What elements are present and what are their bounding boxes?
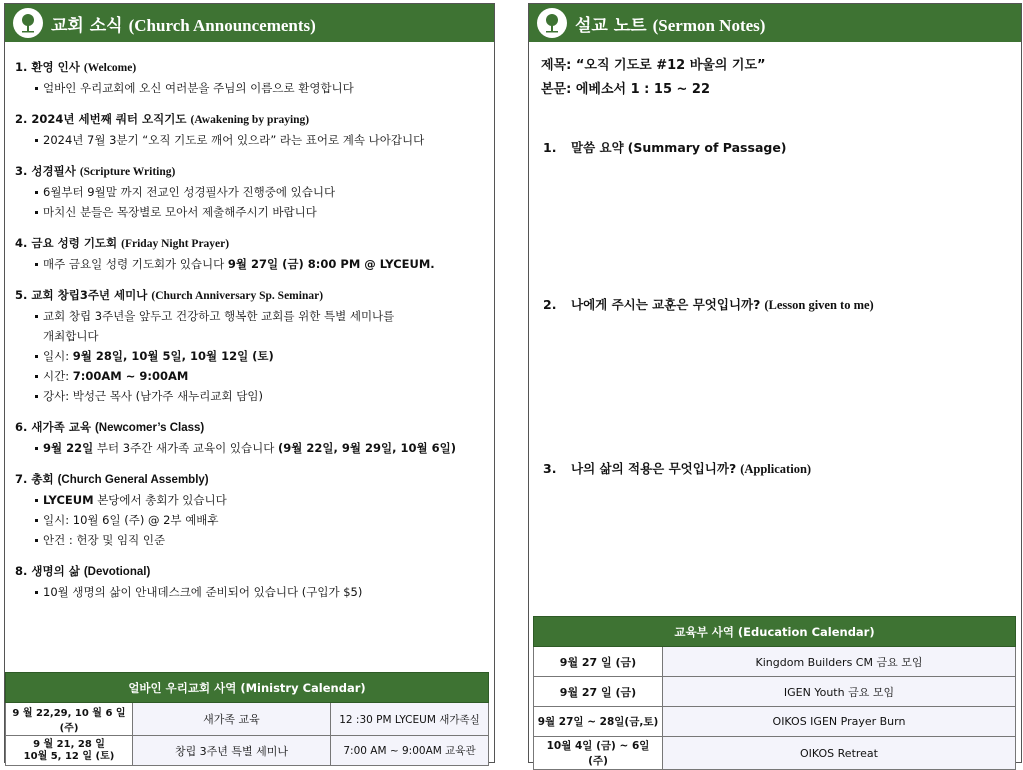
bullet-label: 일시:: [43, 349, 73, 363]
calendar-event: IGEN Youth 금요 모임: [663, 677, 1016, 707]
calendar-date: 10월 4일 (금) ~ 6일 (주): [534, 737, 663, 770]
section-title: 7. 총회: [15, 472, 54, 486]
bullet-bold: 9월 28일, 10월 5일, 10월 12일 (토): [72, 349, 274, 363]
bullet: [35, 366, 485, 386]
question-summary: [543, 138, 787, 156]
question-number: 2.: [543, 297, 557, 312]
section-title-en: (Friday Night Prayer): [121, 238, 230, 250]
calendar-date-line: 9 월 21, 28 일: [33, 738, 105, 750]
section-title-en: (Newcomer’s Class): [94, 422, 205, 434]
calendar-event: Kingdom Builders CM 금요 모임: [663, 647, 1016, 677]
section-title-en: (Scripture Writing): [79, 166, 176, 178]
question-lesson: [543, 295, 874, 313]
table-row: [6, 736, 489, 766]
announcements-header: [5, 4, 494, 42]
calendar-date: 9월 27일 ~ 28일(금,토): [534, 707, 663, 737]
church-tree-logo-icon: [537, 8, 567, 38]
table-row: [534, 737, 1016, 770]
section-title: 2. 2024년 세번째 쿼터 오직기도: [15, 112, 187, 126]
calendar-event: OIKOS IGEN Prayer Burn: [663, 707, 1016, 737]
question-text-en: (Application): [740, 462, 812, 476]
table-row: [6, 703, 489, 736]
section-title: 1. 환영 인사: [15, 60, 80, 74]
sermon-title-en: (Sermon Notes): [652, 15, 766, 35]
announcements-panel: [4, 3, 495, 763]
announcements-title-ko: 교회 소식: [51, 15, 123, 36]
bullet-text: 부터 3주간 새가족 교육이 있습니다: [93, 441, 279, 455]
education-calendar-table: [533, 616, 1016, 770]
calendar-detail: 12 :30 PM LYCEUM 새가족실: [331, 703, 489, 736]
section-friday-prayer: [15, 235, 485, 274]
bullet-label: 시간:: [43, 369, 73, 383]
calendar-event: OIKOS Retreat: [663, 737, 1016, 770]
sermon-header: [529, 4, 1021, 42]
sermon-subject: 제목: “오직 기도로 #12 바울의 기도”: [541, 58, 766, 73]
calendar-date: 9월 27 일 (금): [534, 677, 663, 707]
section-title-en: (Church Anniversary Sp. Seminar): [151, 290, 324, 302]
bullet: 2024년 7월 3분기 “오직 기도로 깨어 있으라” 라는 표어로 계속 나아갑니다: [35, 130, 485, 150]
bullet: 일시: 10월 6일 (주) @ 2부 예배후: [35, 510, 485, 530]
ministry-calendar-header: 얼바인 우리교회 사역 (Ministry Calendar): [6, 673, 489, 703]
calendar-detail: 7:00 AM ~ 9:00AM 교육관: [331, 736, 489, 766]
bullet: 6월부터 9월말 까지 전교인 성경필사가 진행중에 있습니다: [35, 182, 485, 202]
section-welcome: [15, 59, 485, 98]
bullet: 10월 생명의 삶이 안내데스크에 준비되어 있습니다 (구입가 $5): [35, 582, 485, 602]
bullet-bold: (9월 22일, 9월 29일, 10월 6일): [278, 441, 456, 455]
education-calendar-header: 교육부 사역 (Education Calendar): [534, 617, 1016, 647]
calendar-date: 9 월 22,29, 10 월 6 일(주): [6, 703, 133, 736]
section-awakening: [15, 111, 485, 150]
section-seminar: [15, 287, 485, 406]
section-title: 3. 성경필사: [15, 164, 76, 178]
bullet-line: 개최합니다: [43, 329, 99, 343]
bullet-bold: LYCEUM: [43, 493, 94, 507]
question-text: 나에게 주시는 교훈은 무엇입니까?: [571, 297, 761, 312]
bullet: [35, 346, 485, 366]
calendar-event: 창립 3주년 특별 세미나: [133, 736, 331, 766]
bullet: 안건 : 헌장 및 임직 인준: [35, 530, 485, 550]
section-scripture: [15, 163, 485, 222]
bullet-bold: 9월 27일 (금) 8:00 PM @ LYCEUM.: [227, 257, 435, 271]
question-number: 1.: [543, 140, 557, 155]
bullet: 마치신 분들은 목장별로 모아서 제출해주시기 바랍니다: [35, 202, 485, 222]
question-text: 나의 삶의 적용은 무엇입니까?: [571, 461, 737, 476]
bullet: 강사: 박성근 목사 (남가주 새누리교회 담임): [35, 386, 485, 406]
section-title: 5. 교회 창립3주년 세미나: [15, 288, 148, 302]
section-newcomer: [15, 419, 485, 458]
announcement-sections: [15, 59, 485, 615]
church-tree-logo-icon: [13, 8, 43, 38]
section-title: 6. 새가족 교육: [15, 420, 91, 434]
calendar-date: 9월 27 일 (금): [534, 647, 663, 677]
question-number: 3.: [543, 461, 557, 476]
question-text-en: (Lesson given to me): [764, 298, 874, 312]
bullet-bold: 9월 22일: [43, 441, 94, 455]
table-row: [534, 677, 1016, 707]
announcements-title-en: (Church Announcements): [128, 15, 316, 35]
bullet-line: 교회 창립 3주년을 앞두고 건강하고 행복한 교회를 위한 특별 세미나를: [43, 309, 395, 323]
bullet: [35, 490, 485, 510]
calendar-event: 새가족 교육: [133, 703, 331, 736]
section-devotional: [15, 563, 485, 602]
question-text-en: (Summary of Passage): [627, 140, 787, 155]
section-title: 8. 생명의 삶: [15, 564, 80, 578]
bullet: [35, 254, 485, 274]
ministry-calendar-table: [5, 672, 489, 766]
bullet-text: 매주 금요일 성령 기도회가 있습니다: [43, 257, 228, 271]
section-title-en: (Welcome): [83, 62, 137, 74]
section-title-en: (Devotional): [83, 566, 151, 578]
bullet: [35, 438, 485, 458]
bullet-bold: 7:00AM ~ 9:00AM: [72, 369, 189, 383]
sermon-title-ko: 설교 노트: [575, 15, 647, 36]
table-row: [534, 647, 1016, 677]
calendar-date: [6, 736, 133, 766]
bullet: 얼바인 우리교회에 오신 여러분을 주님의 이름으로 환영합니다: [35, 78, 485, 98]
question-text: 말씀 요약: [571, 140, 624, 155]
section-title: 4. 금요 성령 기도회: [15, 236, 118, 250]
question-application: [543, 459, 811, 477]
table-row: [534, 707, 1016, 737]
sermon-passage: 본문: 에베소서 1 : 15 ~ 22: [541, 82, 711, 97]
section-title-en: (Awakening by praying): [190, 114, 310, 126]
bullet-text: 본당에서 총회가 있습니다: [93, 493, 227, 507]
section-general-assembly: [15, 471, 485, 550]
section-title-en: (Church General Assembly): [57, 474, 209, 486]
bullet: [35, 306, 485, 346]
sermon-notes-panel: [528, 3, 1022, 767]
calendar-date-line: 10월 5, 12 일 (토): [23, 750, 115, 762]
